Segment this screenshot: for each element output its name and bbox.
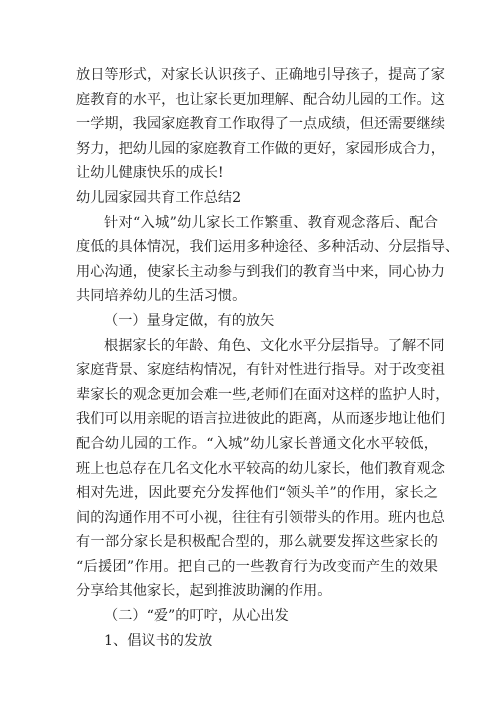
paragraph-line: 根据家长的年龄、角色、文化水平分层指导。了解不同 <box>104 337 445 354</box>
paragraph-line: 分享给其他家长，起到推波助澜的作用。 <box>76 583 332 600</box>
subheading: （二）“爱”的叮咛，从心出发 <box>104 608 289 625</box>
paragraph-line: 让幼儿健康快乐的成长! <box>76 165 224 182</box>
paragraph-line: 相对先进，因此要充分发挥他们“领头羊”的作用，家长之 <box>76 485 438 502</box>
section-title: 幼儿园家园共育工作总结2 <box>76 189 242 206</box>
paragraph-line: 共同培养幼儿的生活习惯。 <box>76 288 247 305</box>
paragraph-line: “后援团”作用。把自己的一些教育行为改变而产生的效果 <box>76 558 438 575</box>
paragraph-line: 庭教育的水平，也让家长更加理解、配合幼儿园的工作。这 <box>76 91 445 108</box>
paragraph-line: 一学期，我园家庭教育工作取得了一点成绩，但还需要继续 <box>76 116 445 133</box>
paragraph-line: 辈家长的观念更加会难一些,老师们在面对这样的监护人时， <box>76 386 450 403</box>
paragraph-line: 努力，把幼儿园的家庭教育工作做的更好，家园形成合力， <box>76 140 445 157</box>
paragraph-line: 间的沟通作用不可小视，往往有引领带头的作用。班内也总 <box>76 509 445 526</box>
paragraph-line: 放日等形式，对家长认识孩子、正确地引导孩子，提高了家 <box>76 67 445 83</box>
paragraph-line: 度低的具体情况，我们运用多种途径、多种活动、分层指导、 <box>76 239 460 256</box>
paragraph-line: 配合幼儿园的工作。“入城”幼儿家长普通文化水平较低， <box>76 435 438 452</box>
paragraph-line: 针对“入城”幼儿家长工作繁重、教育观念落后、配合 <box>104 214 438 231</box>
paragraph-line: 我们可以用亲昵的语言拉进彼此的距离，从而逐步地让他们 <box>76 411 445 428</box>
paragraph-line: 班上也总存在几名文化水平较高的幼儿家长，他们教育观念 <box>76 460 445 477</box>
paragraph-line: 有一部分家长是积极配合型的，那么就要发挥这些家长的 <box>76 534 438 551</box>
paragraph-line: 用心沟通，使家长主动参与到我们的教育当中来，同心协力 <box>76 263 445 280</box>
document-body <box>76 63 460 653</box>
paragraph-line: 家庭背景、家庭结构情况，有针对性进行指导。对于改变祖 <box>76 362 445 379</box>
subheading: （一）量身定做，有的放矢 <box>104 312 275 329</box>
list-item: 1、倡议书的发放 <box>104 632 213 649</box>
